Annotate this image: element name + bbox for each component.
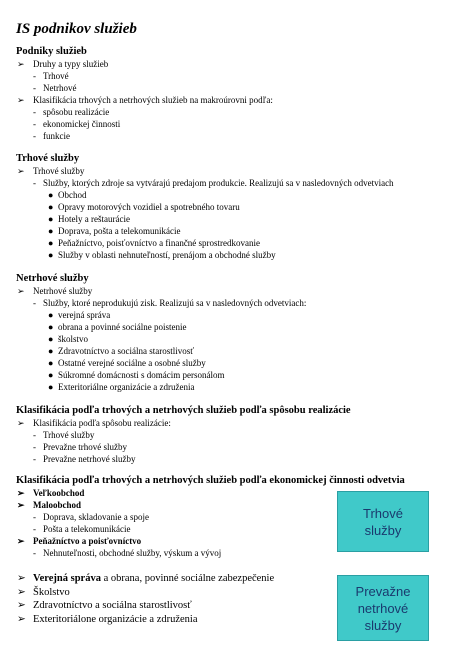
dash-bullet-icon: - [33, 107, 36, 117]
dash-bullet-icon: - [33, 298, 36, 308]
list-item: ➢ Druhy a typy služieb [17, 59, 109, 69]
dot-bullet-icon: ● [48, 250, 54, 260]
arrow-bullet-icon: ➢ [17, 418, 25, 428]
list-item: - Netrhové [33, 83, 77, 93]
list-item: ➢ Maloobchod [17, 500, 82, 510]
list-item: ● Peňažníctvo, poisťovníctvo a finančné sprostredkovanie [48, 238, 261, 248]
list-item: ● Zdravotníctvo a sociálna starostlivosť [48, 346, 195, 356]
section-netrhove-sluzby [16, 273, 462, 393]
arrow-bullet-icon: ➢ [17, 613, 26, 625]
list-item: ● obrana a povinné sociálne poistenie [48, 322, 187, 332]
dash-bullet-icon: - [33, 512, 36, 522]
dash-bullet-icon: - [33, 430, 36, 440]
box-label: služby [364, 617, 402, 633]
dot-bullet-icon: ● [48, 346, 54, 356]
list-item: ● školstvo [48, 334, 89, 344]
list-item: ● Ostatné verejné sociálne a osobné služby [48, 358, 206, 368]
box-label: Prevažne [355, 583, 411, 599]
arrow-bullet-icon: ➢ [17, 488, 25, 498]
list-item: ● Opravy motorových vozidiel a spotrebného tovaru [48, 202, 240, 212]
arrow-bullet-icon: ➢ [17, 500, 25, 510]
section-heading: Podniky služieb [16, 46, 87, 57]
section-podniky-sluzieb [16, 46, 462, 142]
dot-bullet-icon: ● [48, 370, 54, 380]
arrow-bullet-icon: ➢ [17, 586, 26, 598]
arrow-bullet-icon: ➢ [17, 166, 25, 176]
list-item: ➢ Exteritoriálone organizácie a združenia [17, 613, 198, 625]
list-item: - funkcie [33, 131, 70, 141]
dot-bullet-icon: ● [48, 322, 54, 332]
dot-bullet-icon: ● [48, 202, 54, 212]
section-klasifikacia-realizacie [16, 405, 462, 465]
list-item: ● Služby v oblasti nehnuteľností, prenájom a obchodné služby [48, 250, 276, 260]
box-label: netrhové [357, 600, 409, 616]
list-item: ● Obchod [48, 190, 87, 200]
section-heading: Trhové služby [16, 153, 80, 164]
dash-bullet-icon: - [33, 524, 36, 534]
list-item: - Pošta a telekomunikácie [33, 524, 131, 534]
list-item: ➢ Netrhové služby [17, 286, 93, 296]
dot-bullet-icon: ● [48, 358, 54, 368]
list-item: ● Exteritoriálne organizácie a združenia [48, 382, 195, 392]
dash-bullet-icon: - [33, 131, 36, 141]
list-item: - Prevažne netrhové služby [33, 454, 136, 464]
list-item: ➢ Verejná správa a obrana, povinné sociálne zabezpečenie [17, 573, 275, 584]
list-item: - Služby, ktorých zdroje sa vytvárajú predajom produkcie. Realizujú sa v nasledovných odvetviach [33, 178, 394, 188]
box-label: Trhové [363, 505, 403, 521]
page-title: IS podnikov služieb [16, 21, 137, 37]
dash-bullet-icon: - [33, 548, 36, 558]
list-item: ● verejná správa [48, 310, 111, 320]
list-item: ● Doprava, pošta a telekomunikácie [48, 226, 181, 236]
list-item: - spôsobu realizácie [33, 107, 110, 117]
dash-bullet-icon: - [33, 119, 36, 129]
list-item: ➢ Školstvo [17, 586, 70, 598]
arrow-bullet-icon: ➢ [17, 95, 25, 105]
list-item: ➢ Veľkoobchod [17, 488, 85, 498]
arrow-bullet-icon: ➢ [17, 573, 26, 584]
section-heading: Klasifikácia podľa trhových a netrhových služieb podľa spôsobu realizácie [16, 405, 351, 416]
dash-bullet-icon: - [33, 454, 36, 464]
arrow-bullet-icon: ➢ [17, 536, 25, 546]
arrow-bullet-icon: ➢ [17, 600, 26, 611]
dot-bullet-icon: ● [48, 238, 54, 248]
nonmarket-services-box [337, 575, 429, 641]
arrow-bullet-icon: ➢ [17, 59, 25, 69]
section-heading: Netrhové služby [16, 273, 89, 284]
list-item: ● Súkromné domácnosti s domácim personálom [48, 370, 225, 380]
market-services-box [337, 491, 429, 552]
list-item: ➢ Zdravotníctvo a sociálna starostlivosť [17, 600, 192, 611]
list-item: ● Hotely a reštaurácie [48, 214, 130, 224]
list-item: - Trhové [33, 71, 69, 81]
dash-bullet-icon: - [33, 442, 36, 452]
dash-bullet-icon: - [33, 83, 36, 93]
section-trhove-sluzby [16, 153, 462, 261]
dot-bullet-icon: ● [48, 226, 54, 236]
list-item: - Nehnuteľnosti, obchodné služby, výskum a vývoj [33, 548, 222, 558]
list-item: ➢ Klasifikácia trhových a netrhových služieb na makroúrovni podľa: [17, 95, 273, 105]
dash-bullet-icon: - [33, 178, 36, 188]
dot-bullet-icon: ● [48, 190, 54, 200]
dash-bullet-icon: - [33, 71, 36, 81]
dot-bullet-icon: ● [48, 334, 54, 344]
list-item: - ekonomickej činnosti [33, 119, 121, 129]
list-item: - Služby, ktoré neprodukujú zisk. Realizujú sa v nasledovných odvetviach: [33, 298, 307, 308]
arrow-bullet-icon: ➢ [17, 286, 25, 296]
list-item: - Doprava, skladovanie a spoje [33, 512, 149, 522]
list-item: ➢ Peňažníctvo a poisťovníctvo [17, 536, 142, 546]
list-item: ➢ Klasifikácia podľa spôsobu realizácie: [17, 418, 171, 428]
dot-bullet-icon: ● [48, 310, 54, 320]
list-item: - Trhové služby [33, 430, 95, 440]
list-item: ➢ Trhové služby [17, 166, 85, 176]
dot-bullet-icon: ● [48, 214, 54, 224]
dot-bullet-icon: ● [48, 382, 54, 392]
section-heading: Klasifikácia podľa trhových a netrhových služieb podľa ekonomickej činnosti odvetvia [16, 475, 405, 486]
list-item: - Prevažne trhové služby [33, 442, 127, 452]
box-label: služby [364, 522, 402, 538]
